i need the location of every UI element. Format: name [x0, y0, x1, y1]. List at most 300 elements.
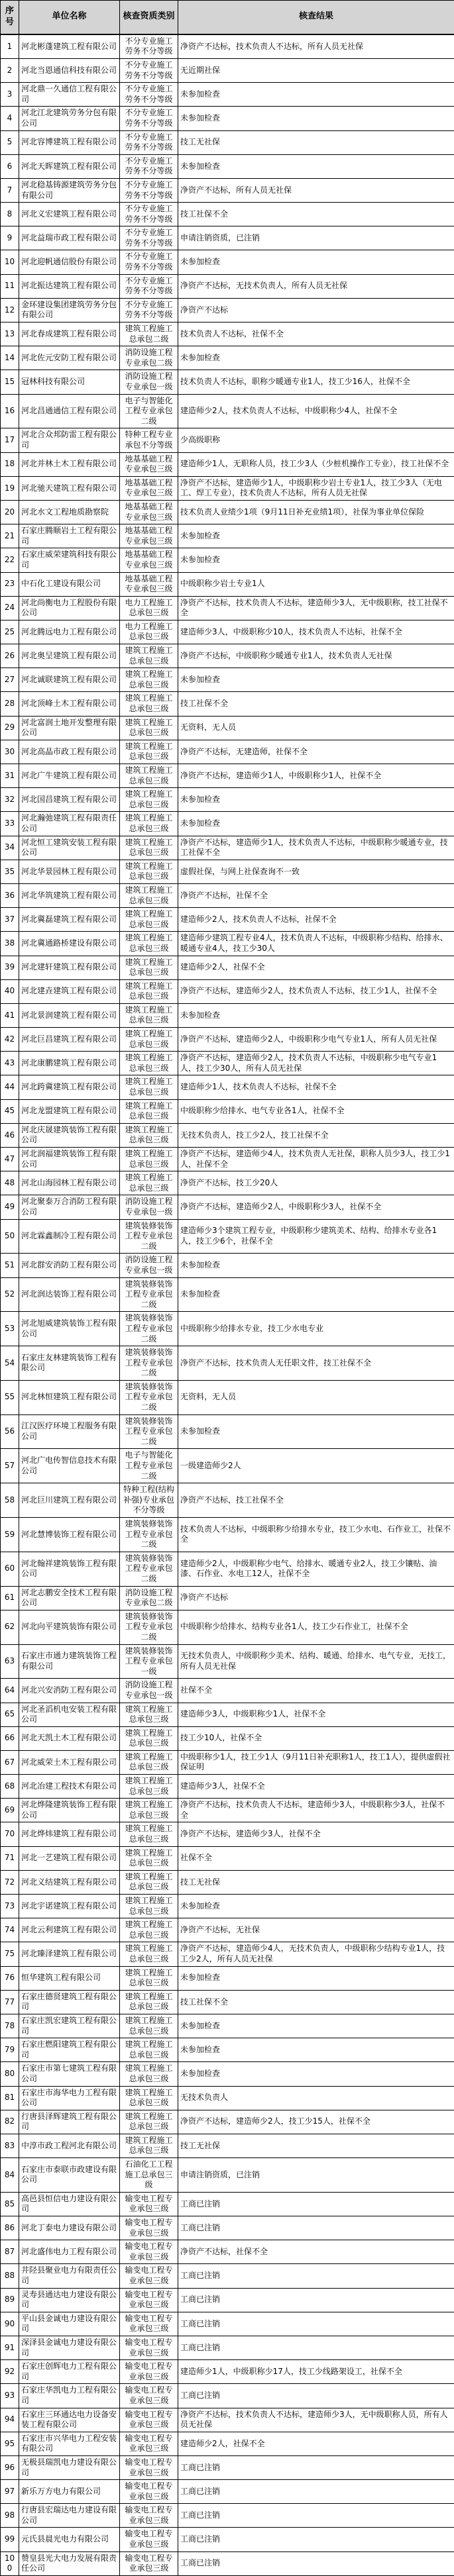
row-serial-number: 32 — [1, 788, 19, 812]
row-serial-number: 88 — [1, 2264, 19, 2288]
check-result: 净资产不达标，建造师少2人，技工少15人，社保不全 — [178, 2110, 454, 2134]
qualification-category: 输变电工程专业承包三级 — [120, 2480, 178, 2504]
table-row — [1, 692, 454, 716]
row-serial-number: 87 — [1, 2240, 19, 2264]
row-serial-number: 29 — [1, 716, 19, 740]
table-row — [1, 2192, 454, 2216]
table-row — [1, 956, 454, 979]
table-row — [1, 298, 454, 322]
unit-name: 河北广牛建筑工程有限公司 — [19, 764, 120, 788]
table-row — [1, 1990, 454, 2014]
header-row — [1, 1, 454, 34]
qualification-category: 输变电工程专业承包三级 — [120, 2360, 178, 2384]
qualification-category: 建筑工程施工总承包三级 — [120, 979, 178, 1003]
check-result: 建造师少3个建筑工程专业，中级职称少建筑美术、结构、给排水专业各1人，技工少6个，社保不全 — [178, 1219, 454, 1254]
check-result: 建造师少3人，社保不全 — [178, 1775, 454, 1799]
qualification-category: 石油化工工程施工总承包三级 — [120, 2158, 178, 2193]
row-serial-number: 81 — [1, 2086, 19, 2110]
table-row — [1, 2038, 454, 2062]
table-row — [1, 740, 454, 764]
row-serial-number: 89 — [1, 2288, 19, 2312]
row-serial-number: 51 — [1, 1254, 19, 1277]
check-result: 无技术负责人，中级职称少美术、结构、暖通、给排水、电气专业，无技工，所有人员无社保 — [178, 1644, 454, 1679]
check-result: 工商已注销 — [178, 2288, 454, 2312]
unit-name: 河北高晶市政工程有限公司 — [19, 740, 120, 764]
table-row — [1, 394, 454, 428]
unit-name: 河北鼎一久通信工程有限公司 — [19, 83, 120, 107]
header-qualification-category: 核查资质类别 — [120, 1, 178, 34]
table-row — [1, 668, 454, 692]
qualification-category: 输变电工程专业承包三级 — [120, 2336, 178, 2359]
table-row — [1, 1703, 454, 1726]
row-serial-number: 3 — [1, 83, 19, 107]
row-serial-number: 65 — [1, 1703, 19, 1726]
unit-name: 河北巨川建筑工程有限公司 — [19, 1483, 120, 1518]
row-serial-number: 23 — [1, 572, 19, 596]
row-serial-number: 95 — [1, 2432, 19, 2455]
check-result: 未参加检查 — [178, 250, 454, 274]
table-row — [1, 1171, 454, 1195]
qualification-category: 不分专业施工劳务不分等级 — [120, 250, 178, 274]
qualification-category: 不分专业施工劳务不分等级 — [120, 130, 178, 154]
unit-name: 河北康鹏建筑工程有限公司 — [19, 1052, 120, 1075]
row-serial-number: 46 — [1, 1123, 19, 1147]
table-row — [1, 836, 454, 860]
check-result: 社保不全 — [178, 1679, 454, 1703]
row-serial-number: 63 — [1, 1644, 19, 1679]
unit-name: 河北林恒建筑工程有限公司 — [19, 1380, 120, 1414]
unit-name: 石家庄市兴华电力工程安装有限公司 — [19, 2432, 120, 2455]
unit-name: 新乐万方电力有限公司 — [19, 2480, 120, 2504]
check-result: 未参加检查 — [178, 83, 454, 107]
row-serial-number: 19 — [1, 476, 19, 500]
qualification-category: 建筑工程施工总承包三级 — [120, 1099, 178, 1123]
table-row — [1, 932, 454, 956]
check-result: 净资产不达标，所有人员无社保 — [178, 178, 454, 202]
row-serial-number: 80 — [1, 2062, 19, 2086]
row-serial-number: 97 — [1, 2480, 19, 2504]
check-result: 技工无社保 — [178, 2134, 454, 2157]
table-row — [1, 203, 454, 226]
check-result: 净资产不达标，建造师少1人，中级职称少岩土专业1人，技工少3人（无电工、焊工专业），技术负责人不达标，所有人员无社保 — [178, 476, 454, 500]
qualification-category: 建筑工程施工总承包三级 — [120, 836, 178, 860]
table-row — [1, 2408, 454, 2432]
check-result: 建造师少建筑工程专业4人，技术负责人不达标，中级职称少结构、给排水、暖通专业4人，技工少30人 — [178, 932, 454, 956]
table-row — [1, 178, 454, 202]
check-result: 工商已注销 — [178, 2384, 454, 2408]
unit-name: 河北圣滔机电安装工程有限公司 — [19, 1703, 120, 1726]
check-result: 未参加检查 — [178, 1254, 454, 1277]
table-row — [1, 1028, 454, 1052]
unit-name: 石家庄华凯电力工程有限公司 — [19, 2384, 120, 2408]
check-result: 技工无社保 — [178, 1870, 454, 1894]
unit-name: 河北庆晟建筑装饰工程有限公司 — [19, 1123, 120, 1147]
row-serial-number: 64 — [1, 1679, 19, 1703]
qualification-category: 电力工程施工总承包三级 — [120, 596, 178, 620]
table-row — [1, 620, 454, 644]
table-row — [1, 370, 454, 394]
unit-name: 高邑县恒信电力建设有限公司 — [19, 2192, 120, 2216]
row-serial-number: 8 — [1, 203, 19, 226]
row-serial-number: 86 — [1, 2216, 19, 2240]
qualification-category: 建筑工程施工总承包三级 — [120, 1775, 178, 1799]
unit-name: 江汉医疗环境工程服务有限公司 — [19, 1414, 120, 1449]
unit-name: 井陉县聚业电力有限责任公司 — [19, 2264, 120, 2288]
unit-name: 河北驰天建筑工程有限公司 — [19, 476, 120, 500]
qualification-category: 建筑工程施工总承包三级 — [120, 1028, 178, 1052]
check-result: 未参加检查 — [178, 524, 454, 548]
table-row — [1, 346, 454, 370]
table-row — [1, 1346, 454, 1381]
check-result: 未参加检查 — [178, 2038, 454, 2062]
unit-name: 石家庄创辉电力工程有限公司 — [19, 2360, 120, 2384]
unit-name: 河北恒工建筑安装工程有限公司 — [19, 836, 120, 860]
unit-name: 灵寿县通达电力建设有限公司 — [19, 2288, 120, 2312]
row-serial-number: 54 — [1, 1346, 19, 1381]
qualification-category: 输变电工程专业承包三级 — [120, 2216, 178, 2240]
row-serial-number: 49 — [1, 1195, 19, 1219]
qualification-category: 输变电工程专业承包三级 — [120, 2312, 178, 2336]
row-serial-number: 94 — [1, 2408, 19, 2432]
unit-name: 河北国昌建筑工程有限公司 — [19, 788, 120, 812]
table-row — [1, 1895, 454, 1918]
check-result: 技术负责人不达标，中级职称少给排水专业，技工少水电、石作业工，社保不全 — [178, 1518, 454, 1552]
unit-name: 河北尚衡电力工程股份有限公司 — [19, 596, 120, 620]
row-serial-number: 21 — [1, 524, 19, 548]
table-row — [1, 1195, 454, 1219]
qualification-category: 建筑工程施工总承包三级 — [120, 788, 178, 812]
qualification-category: 输变电工程专业承包三级 — [120, 2455, 178, 2479]
check-result: 净资产不达标，技术负责人不达标，建造师少3人，无中级职称人员，所有人员无社保 — [178, 2408, 454, 2432]
qualification-category: 建筑工程施工总承包三级 — [120, 1726, 178, 1750]
table-row — [1, 250, 454, 274]
check-result: 工商已注销 — [178, 2216, 454, 2240]
check-result: 净资产不达标，建造师少2人，中级职称少电气专业1人，所有人员无社保 — [178, 1028, 454, 1052]
row-serial-number: 22 — [1, 548, 19, 572]
check-result: 技工社保不全 — [178, 692, 454, 716]
unit-name: 河北景润建筑工程有限公司 — [19, 1003, 120, 1027]
row-serial-number: 57 — [1, 1449, 19, 1483]
check-result: 技术负责人不达标，职称少暖通专业1人，技工少16人，社保不全 — [178, 370, 454, 394]
qualification-category: 不分专业施工劳务不分等级 — [120, 34, 178, 59]
row-serial-number: 90 — [1, 2312, 19, 2336]
qualification-category: 消防设施工程专业承包二级 — [120, 346, 178, 370]
row-serial-number: 99 — [1, 2528, 19, 2551]
unit-name: 河北水文工程地质勘察院 — [19, 500, 120, 524]
qualification-category: 不分专业施工劳务不分等级 — [120, 83, 178, 107]
qualification-category: 建筑工程施工总承包三级 — [120, 1148, 178, 1171]
check-result: 未参加检查 — [178, 154, 454, 178]
row-serial-number: 10 — [1, 250, 19, 274]
table-row — [1, 226, 454, 250]
table-row — [1, 1942, 454, 1966]
row-serial-number: 20 — [1, 500, 19, 524]
check-result: 建造师少2人，技术负责人不达标，中级职称少4人，社保不全 — [178, 394, 454, 428]
check-result: 净资产不达标，建造师少4人，技术负责人无社保，职称人员少3人，技工少1人，社保不全 — [178, 1148, 454, 1171]
check-result: 中级职称少给排水专业，技工少水电专业 — [178, 1312, 454, 1346]
qualification-category: 地基基础工程专业承包三级 — [120, 476, 178, 500]
check-result: 无资料，无人员 — [178, 1380, 454, 1414]
check-result: 净资产不达标，建造师少2人，技术负责人不达标，中级职称少电气专业1人，技工少30人，所有人员无社保 — [178, 1052, 454, 1075]
row-serial-number: 77 — [1, 1990, 19, 2014]
check-result: 净资产不达标，无社保 — [178, 1918, 454, 1942]
qualification-category: 建筑装修装饰工程专业承包二级 — [120, 1414, 178, 1449]
table-row — [1, 83, 454, 107]
table-row — [1, 2158, 454, 2193]
table-row — [1, 2455, 454, 2479]
table-row — [1, 1277, 454, 1312]
check-result: 净资产不达标，技术负责人不达标，建造师少3人，中级职称少3人，社保不全 — [178, 1799, 454, 1822]
qualification-category: 电子与智能化工程专业承包二级 — [120, 1449, 178, 1483]
unit-name: 河北广电传智信息技术有限公司 — [19, 1449, 120, 1483]
qualification-category: 消防设施工程专业承包二级 — [120, 1586, 178, 1610]
check-result: 净资产不达标，建造师少3人，社保不全 — [178, 1822, 454, 1846]
unit-name: 冠林科技有限公司 — [19, 370, 120, 394]
row-serial-number: 75 — [1, 1942, 19, 1966]
qualification-category: 建筑工程施工总承包三级 — [120, 1846, 178, 1870]
unit-name: 河北顶峰土木工程有限公司 — [19, 692, 120, 716]
qualification-category: 不分专业施工劳务不分等级 — [120, 203, 178, 226]
row-serial-number: 39 — [1, 956, 19, 979]
check-result: 申请注销资质，已注销 — [178, 2158, 454, 2193]
check-result: 无资料，无人员 — [178, 716, 454, 740]
check-result: 未参加检查 — [178, 1966, 454, 1990]
row-serial-number: 35 — [1, 860, 19, 883]
table-row — [1, 2288, 454, 2312]
check-result: 无技术负责人，技工少2人，技工社保不全 — [178, 1123, 454, 1147]
table-row — [1, 1099, 454, 1123]
table-row — [1, 428, 454, 452]
unit-name: 河北跨冀建筑工程有限公司 — [19, 1075, 120, 1099]
row-serial-number: 91 — [1, 2336, 19, 2359]
table-row — [1, 1148, 454, 1171]
table-row — [1, 883, 454, 907]
qualification-category: 建筑装修装饰工程专业承包二级 — [120, 1219, 178, 1254]
qualification-category: 建筑装修装饰工程专业承包二级 — [120, 1346, 178, 1381]
check-result: 工商已注销 — [178, 2528, 454, 2551]
unit-name: 河北佐元安防工程有限公司 — [19, 346, 120, 370]
check-result: 未参加检查 — [178, 2014, 454, 2038]
unit-name: 河北腾远电力工程有限公司 — [19, 620, 120, 644]
qualification-category: 不分专业施工劳务不分等级 — [120, 226, 178, 250]
check-result: 未参加检查 — [178, 346, 454, 370]
check-result: 建造师少3人，中级职称少10人，技术负责人不达标，社保不全 — [178, 620, 454, 644]
row-serial-number: 60 — [1, 1552, 19, 1586]
unit-name: 河北翰祥建筑装饰工程有限公司 — [19, 1552, 120, 1586]
row-serial-number: 5 — [1, 130, 19, 154]
row-serial-number: 11 — [1, 274, 19, 298]
row-serial-number: 78 — [1, 2014, 19, 2038]
check-result: 未参加检查 — [178, 668, 454, 692]
table-row — [1, 1750, 454, 1774]
table-row — [1, 979, 454, 1003]
qualification-category: 建筑工程施工总承包三级 — [120, 1703, 178, 1726]
check-result: 无技术负责人 — [178, 2086, 454, 2110]
qualification-category: 建筑装修装饰工程专业承包二级 — [120, 1610, 178, 1644]
qualification-category: 建筑工程施工总承包三级 — [120, 956, 178, 979]
qualification-category: 地基基础工程专业承包三级 — [120, 524, 178, 548]
check-result: 建造师少1人，中级职称少17人，技工少线路架设工，社保不全 — [178, 2360, 454, 2384]
check-result: 建造师少3人，中级职称少1人，社保不全 — [178, 1703, 454, 1726]
table-row — [1, 1075, 454, 1099]
unit-name: 河北威荣土木工程有限公司 — [19, 1750, 120, 1774]
unit-name: 中石化工建设有限公司 — [19, 572, 120, 596]
check-result: 净资产不达标，建造师少4人，无技术负责人，中级职称少结构专业1人，技工少2人，所有人员无社保 — [178, 1942, 454, 1966]
unit-name: 河北慧博装饰工程有限公司 — [19, 1518, 120, 1552]
unit-name: 河北华景园林工程有限公司 — [19, 860, 120, 883]
qualification-category: 建筑工程施工总承包二级 — [120, 322, 178, 346]
check-result: 技工社保不全 — [178, 203, 454, 226]
unit-name: 深泽县金诚电力建设有限公司 — [19, 2336, 120, 2359]
qualification-category: 输变电工程专业承包三级 — [120, 2551, 178, 2575]
qualification-category: 建筑工程施工总承包三级 — [120, 1075, 178, 1099]
table-row — [1, 2384, 454, 2408]
unit-name: 赞皇县光大电力发展有限责任公司 — [19, 2551, 120, 2575]
check-result: 净资产不达标，技术负责人不达标，建造师少3人，无中级职称，技工社保不全 — [178, 596, 454, 620]
table-row — [1, 1918, 454, 1942]
check-result: 中级职称少岩土专业1人 — [178, 572, 454, 596]
row-serial-number: 66 — [1, 1726, 19, 1750]
qualification-category: 建筑工程施工总承包三级 — [120, 1123, 178, 1147]
table-row — [1, 572, 454, 596]
qualification-category: 建筑工程施工总承包三级 — [120, 740, 178, 764]
unit-name: 石家庄市海华电力工程有限公司 — [19, 2086, 120, 2110]
row-serial-number: 96 — [1, 2455, 19, 2479]
unit-name: 河北迎帆通信股份有限公司 — [19, 250, 120, 274]
table-row — [1, 1254, 454, 1277]
qualification-category: 消防设施工程专业承包一级 — [120, 1679, 178, 1703]
unit-name: 河北并林土木工程有限公司 — [19, 452, 120, 476]
table-row — [1, 1123, 454, 1147]
qualification-category: 地基基础工程专业承包三级 — [120, 500, 178, 524]
header-check-result: 核查结果 — [178, 1, 454, 34]
unit-name: 河北丁泰电力建设有限公司 — [19, 2216, 120, 2240]
row-serial-number: 42 — [1, 1028, 19, 1052]
row-serial-number: 30 — [1, 740, 19, 764]
unit-name: 河北群安消防工程有限公司 — [19, 1254, 120, 1277]
unit-name: 河北山海园林工程有限公司 — [19, 1171, 120, 1195]
unit-name: 河北富润土地开发整理有限公司 — [19, 716, 120, 740]
qualification-category: 建筑装修装饰工程专业承包二级 — [120, 1277, 178, 1312]
qualification-category: 建筑工程施工总承包三级 — [120, 2110, 178, 2134]
qualification-category: 建筑工程施工总承包三级 — [120, 1171, 178, 1195]
table-row — [1, 2432, 454, 2455]
unit-name: 河北彬蓬建筑工程有限公司 — [19, 34, 120, 59]
check-result: 建造师少1人，无职称人员，技工少3人（少桩机操作工专业），技工社保不全 — [178, 452, 454, 476]
unit-name: 河北冶建工程技术有限公司 — [19, 1775, 120, 1799]
table-row — [1, 2134, 454, 2157]
unit-name: 河北盛伟电力工程有限公司 — [19, 2240, 120, 2264]
unit-name: 河北稳基铸源建筑劳务分包有限公司 — [19, 178, 120, 202]
row-serial-number: 16 — [1, 394, 19, 428]
unit-name: 河北润达装饰工程有限公司 — [19, 1277, 120, 1312]
unit-name: 石家庄凯宏建筑工程有限公司 — [19, 2014, 120, 2038]
unit-name: 河北益瑞市政工程有限公司 — [19, 226, 120, 250]
check-result: 社保不全 — [178, 1846, 454, 1870]
table-row — [1, 788, 454, 812]
check-result: 建造师少2人，中级职称少电气、给排水、暖通专业2人，技工少镶贴、油漆、石作业、水电工12人，社保不全 — [178, 1552, 454, 1586]
unit-name: 石家庄德贤建筑工程有限公司 — [19, 1990, 120, 2014]
unit-name: 河北容博建筑工程有限公司 — [19, 130, 120, 154]
table-row — [1, 1610, 454, 1644]
table-row — [1, 2086, 454, 2110]
row-serial-number: 33 — [1, 812, 19, 836]
unit-name: 河北义宏建筑工程有限公司 — [19, 203, 120, 226]
qualification-category: 特种工程专业承包不分等级 — [120, 428, 178, 452]
table-row — [1, 1726, 454, 1750]
check-result: 净资产不达标，技术负责人不达标，所有人员无社保 — [178, 34, 454, 59]
row-serial-number: 73 — [1, 1895, 19, 1918]
row-serial-number: 24 — [1, 596, 19, 620]
qualification-category: 建筑工程施工总承包三级 — [120, 1750, 178, 1774]
table-row — [1, 2264, 454, 2288]
qualification-category: 电力工程施工总承包三级 — [120, 620, 178, 644]
unit-name: 石家庄市第七建筑工程有限公司 — [19, 2062, 120, 2086]
table-row — [1, 1679, 454, 1703]
qualification-category: 建筑装修装饰工程专业承包二级 — [120, 1380, 178, 1414]
table-row — [1, 716, 454, 740]
table-row — [1, 2504, 454, 2528]
unit-name: 河北当恩通信科技有限公司 — [19, 58, 120, 82]
unit-name: 河北冀通路桥建设有限公司 — [19, 932, 120, 956]
table-row — [1, 1822, 454, 1846]
table-row — [1, 2240, 454, 2264]
qualification-category: 建筑工程施工总承包三级 — [120, 1052, 178, 1075]
unit-name: 石家庄三环通达电力设备安装工程有限公司 — [19, 2408, 120, 2432]
row-serial-number: 18 — [1, 452, 19, 476]
row-serial-number: 61 — [1, 1586, 19, 1610]
row-serial-number: 37 — [1, 908, 19, 932]
check-result: 申请注销资质，已注销 — [178, 226, 454, 250]
unit-name: 河北云利建筑工程有限公司 — [19, 1918, 120, 1942]
row-serial-number: 79 — [1, 2038, 19, 2062]
row-serial-number: 9 — [1, 226, 19, 250]
unit-name: 石家庄友林建筑装饰工程有限公司 — [19, 1346, 120, 1381]
row-serial-number: 6 — [1, 154, 19, 178]
qualification-category: 输变电工程专业承包三级 — [120, 2264, 178, 2288]
unit-name: 河北天晖建筑工程有限公司 — [19, 154, 120, 178]
check-result: 净资产不达标，无建造师，社保不全 — [178, 740, 454, 764]
unit-name: 河北奥呈建筑工程有限公司 — [19, 644, 120, 668]
qualification-category: 建筑工程施工总承包三级 — [120, 1966, 178, 1990]
row-serial-number: 45 — [1, 1099, 19, 1123]
check-result: 净资产不达标，建造师少2人，中级职称少3人，社保不全 — [178, 1195, 454, 1219]
table-row — [1, 1966, 454, 1990]
qualification-category: 建筑工程施工总承包三级 — [120, 1895, 178, 1918]
unit-name: 河北向平建筑装饰有限公司 — [19, 1610, 120, 1644]
row-serial-number: 82 — [1, 2110, 19, 2134]
check-result: 工商已注销 — [178, 2480, 454, 2504]
check-result: 技术负责人业绩少1项（9月11日补充业绩1项），社保为事业单位保险 — [178, 500, 454, 524]
unit-name: 河北义结建筑工程有限公司 — [19, 1870, 120, 1894]
qualification-category: 消防设施工程专业承包一级 — [120, 1195, 178, 1219]
check-result: 工商已注销 — [178, 2264, 454, 2288]
row-serial-number: 56 — [1, 1414, 19, 1449]
row-serial-number: 48 — [1, 1171, 19, 1195]
qualification-category: 建筑工程施工总承包三级 — [120, 644, 178, 668]
row-serial-number: 83 — [1, 2134, 19, 2157]
row-serial-number: 69 — [1, 1799, 19, 1822]
check-result: 工商已注销 — [178, 2192, 454, 2216]
unit-name: 河北建轩建筑工程有限公司 — [19, 956, 120, 979]
unit-name: 平山县金诚电力建设有限公司 — [19, 2312, 120, 2336]
table-row — [1, 2360, 454, 2384]
qualification-category: 建筑装修装饰工程专业承包二级 — [120, 1518, 178, 1552]
row-serial-number: 41 — [1, 1003, 19, 1027]
qualification-category: 建筑工程施工总承包三级 — [120, 1990, 178, 2014]
row-serial-number: 52 — [1, 1277, 19, 1312]
qualification-category: 输变电工程专业承包三级 — [120, 2192, 178, 2216]
